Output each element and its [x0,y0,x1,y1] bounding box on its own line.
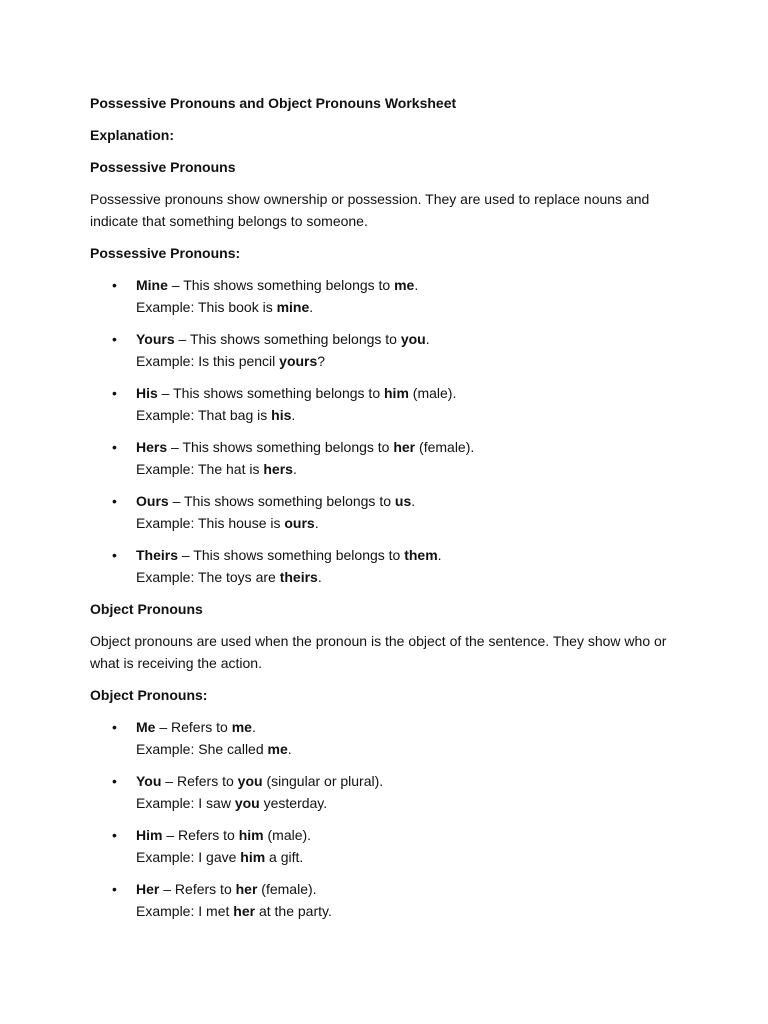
object-section-heading: Object Pronouns [90,601,203,617]
definition-emphasis: you [400,331,426,347]
definition-line [136,328,680,350]
bullet-icon: • [112,331,117,347]
pronoun-term: Ours [136,493,169,509]
definition-text: – Refers to [155,719,232,735]
definition-suffix: . [411,493,416,509]
definition-text: – This shows something belongs to [167,277,395,293]
definition-suffix: (female). [257,881,317,897]
possessive-pronoun-item [90,382,680,426]
page-title: Possessive Pronouns and Object Pronouns Worksheet [90,95,457,111]
example-line [136,350,680,372]
definition-line [136,490,680,512]
example-line [136,512,680,534]
bullet-icon: • [112,719,117,735]
object-list-heading: Object Pronouns: [90,687,208,703]
definition-emphasis: her [393,439,416,455]
definition-line [136,382,680,404]
possessive-pronoun-list [90,274,680,588]
example-text: Example: That bag is [136,407,272,423]
definition-suffix: . [251,719,256,735]
example-emphasis: hers [263,461,293,477]
example-line [136,846,680,868]
example-suffix: . [291,407,296,423]
bullet-icon: • [112,493,117,509]
example-emphasis: me [267,741,288,757]
bullet-icon: • [112,277,117,293]
definition-text: – This shows something belongs to [167,439,394,455]
definition-line [136,824,680,846]
pronoun-term: Her [136,881,160,897]
definition-suffix: (female). [415,439,475,455]
pronoun-term: Yours [136,331,175,347]
definition-line [136,274,680,296]
definition-text: – This shows something belongs to [168,493,395,509]
example-line [136,792,680,814]
example-text: Example: I saw [136,795,235,811]
example-text: Example: I met [136,903,234,919]
example-line [136,738,680,760]
object-pronoun-item [90,716,680,760]
example-suffix: . [292,461,297,477]
example-text: Example: I gave [136,849,241,865]
example-emphasis: ours [284,515,315,531]
definition-suffix: (male). [408,385,457,401]
possessive-pronoun-item [90,544,680,588]
example-line [136,296,680,318]
definition-text: – This shows something belongs to [174,331,401,347]
example-text: Example: This book is [136,299,277,315]
bullet-icon: • [112,827,117,843]
pronoun-term: Me [136,719,156,735]
possessive-description: Possessive pronouns show ownership or possession. They are used to replace nouns and indicate that something belongs to someone. [90,191,650,229]
example-line [136,404,680,426]
object-pronoun-item [90,770,680,814]
example-emphasis: you [234,795,260,811]
possessive-list-heading: Possessive Pronouns: [90,245,241,261]
explanation-heading: Explanation: [90,127,175,143]
definition-suffix: . [414,277,419,293]
object-pronoun-item [90,878,680,922]
example-text: Example: The toys are [136,569,280,585]
example-suffix: . [287,741,292,757]
definition-suffix: (male). [263,827,312,843]
definition-line [136,436,680,458]
example-suffix: . [314,515,319,531]
example-suffix: . [309,299,314,315]
example-emphasis: him [240,849,266,865]
example-emphasis: theirs [279,569,318,585]
bullet-icon: • [112,439,117,455]
possessive-section-heading: Possessive Pronouns [90,159,236,175]
definition-emphasis: them [404,547,438,563]
object-pronoun-list [90,716,680,922]
definition-suffix: . [437,547,442,563]
example-line [136,458,680,480]
pronoun-term: Him [136,827,163,843]
possessive-pronoun-item [90,274,680,318]
definition-emphasis: him [384,385,409,401]
example-suffix: a gift. [265,849,304,865]
example-suffix: at the party. [255,903,332,919]
definition-text: – Refers to [161,773,238,789]
example-suffix: yesterday. [259,795,328,811]
definition-emphasis: us [394,493,412,509]
bullet-icon: • [112,547,117,563]
example-line [136,900,680,922]
pronoun-term: You [136,773,162,789]
definition-line [136,770,680,792]
definition-emphasis: her [235,881,258,897]
possessive-pronoun-item [90,490,680,534]
possessive-pronoun-item [90,436,680,480]
definition-emphasis: him [238,827,264,843]
definition-suffix: . [425,331,430,347]
definition-line [136,716,680,738]
bullet-icon: • [112,385,117,401]
definition-emphasis: me [394,277,415,293]
pronoun-term: Theirs [136,547,179,563]
definition-text: – Refers to [162,827,239,843]
object-description: Object pronouns are used when the pronoun is the object of the sentence. They show who or what is receiving the action. [90,633,667,671]
example-emphasis: mine [276,299,310,315]
example-text: Example: She called [136,741,268,757]
document-page [90,92,680,932]
definition-emphasis: you [237,773,263,789]
bullet-icon: • [112,881,117,897]
example-emphasis: his [271,407,292,423]
possessive-pronoun-item [90,328,680,372]
definition-text: – Refers to [159,881,236,897]
example-text: Example: The hat is [136,461,264,477]
definition-emphasis: me [231,719,252,735]
pronoun-term: Mine [136,277,168,293]
definition-line [136,544,680,566]
definition-line [136,878,680,900]
example-text: Example: This house is [136,515,285,531]
definition-text: – This shows something belongs to [157,385,384,401]
pronoun-term: Hers [136,439,168,455]
object-pronoun-item [90,824,680,868]
example-line [136,566,680,588]
definition-suffix: (singular or plural). [262,773,384,789]
example-text: Example: Is this pencil [136,353,280,369]
pronoun-term: His [136,385,158,401]
example-suffix: ? [317,353,326,369]
example-emphasis: yours [279,353,318,369]
definition-text: – This shows something belongs to [178,547,405,563]
example-suffix: . [317,569,322,585]
example-emphasis: her [233,903,256,919]
bullet-icon: • [112,773,117,789]
